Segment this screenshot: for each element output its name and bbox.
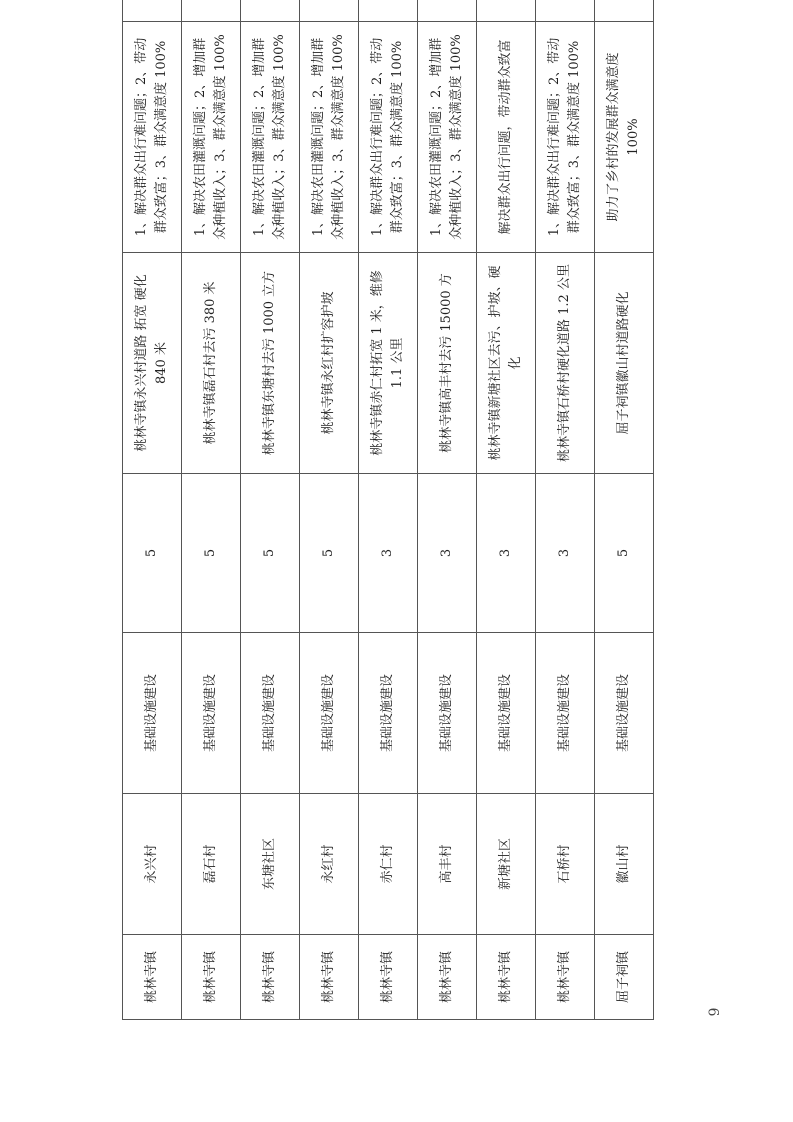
type-cell: 基础设施建设	[536, 633, 595, 794]
count-cell: 5	[182, 474, 241, 633]
project-cell: 桃林寺镇东塘村去污 1000 立方	[241, 253, 300, 474]
table-row	[182, 0, 241, 1020]
village-cell: 徽山村	[595, 794, 654, 935]
extra-cell	[595, 0, 654, 22]
count-cell: 5	[595, 474, 654, 633]
town-cell: 桃林寺镇	[300, 935, 359, 1020]
table-row	[300, 0, 359, 1020]
table-row	[359, 0, 418, 1020]
effect-cell: 1、解决农田灌溉问题；2、增加群众种植收入；3、群众满意度 100%	[241, 22, 300, 253]
town-cell: 桃林寺镇	[418, 935, 477, 1020]
extra-cell	[536, 0, 595, 22]
count-cell: 5	[123, 474, 182, 633]
village-cell: 高丰村	[418, 794, 477, 935]
town-cell: 桃林寺镇	[359, 935, 418, 1020]
extra-cell	[359, 0, 418, 22]
type-cell: 基础设施建设	[595, 633, 654, 794]
village-cell: 赤仁村	[359, 794, 418, 935]
type-cell: 基础设施建设	[359, 633, 418, 794]
effect-cell: 助力了乡村的发展群众满意度 100%	[595, 22, 654, 253]
extra-cell	[241, 0, 300, 22]
effect-cell: 1、解决农田灌溉问题；2、增加群众种植收入；3、群众满意度 100%	[418, 22, 477, 253]
project-cell: 桃林寺镇永红村扩容护坡	[300, 253, 359, 474]
project-cell: 桃林寺镇高丰村去污 15000 方	[418, 253, 477, 474]
type-cell: 基础设施建设	[123, 633, 182, 794]
town-cell: 桃林寺镇	[477, 935, 536, 1020]
project-cell: 桃林寺镇永兴村道路 拓宽 硬化 840 米	[123, 253, 182, 474]
extra-cell	[477, 0, 536, 22]
project-table-body	[123, 0, 654, 1020]
table-row	[241, 0, 300, 1020]
project-cell: 桃林寺镇赤仁村拓宽 1 米，维修 1.1 公里	[359, 253, 418, 474]
table-row	[418, 0, 477, 1020]
type-cell: 基础设施建设	[300, 633, 359, 794]
count-cell: 3	[359, 474, 418, 633]
type-cell: 基础设施建设	[182, 633, 241, 794]
extra-cell	[418, 0, 477, 22]
town-cell: 桃林寺镇	[182, 935, 241, 1020]
project-cell: 桃林寺镇石桥村硬化道路 1.2 公里	[536, 253, 595, 474]
project-cell: 桃林寺镇新塘社区去污、护坡、硬化	[477, 253, 536, 474]
type-cell: 基础设施建设	[418, 633, 477, 794]
village-cell: 磊石村	[182, 794, 241, 935]
extra-cell	[182, 0, 241, 22]
type-cell: 基础设施建设	[241, 633, 300, 794]
project-cell: 屈子祠镇徽山村道路硬化	[595, 253, 654, 474]
project-table	[122, 0, 654, 1020]
effect-cell: 1、解决农田灌溉问题；2、增加群众种植收入；3、群众满意度 100%	[182, 22, 241, 253]
village-cell: 东塘社区	[241, 794, 300, 935]
table-row	[123, 0, 182, 1020]
village-cell: 永红村	[300, 794, 359, 935]
town-cell: 桃林寺镇	[241, 935, 300, 1020]
table-rotation-frame	[122, 34, 654, 1020]
count-cell: 5	[300, 474, 359, 633]
effect-cell: 1、解决群众出行难问题；2、带动群众致富；3、群众满意度 100%	[536, 22, 595, 253]
count-cell: 3	[418, 474, 477, 633]
town-cell: 桃林寺镇	[123, 935, 182, 1020]
rotated-table-container	[122, 34, 654, 1020]
extra-cell	[123, 0, 182, 22]
project-cell: 桃林寺镇磊石村去污 380 米	[182, 253, 241, 474]
count-cell: 5	[241, 474, 300, 633]
effect-cell: 1、解决农田灌溉问题；2、增加群众种植收入；3、群众满意度 100%	[300, 22, 359, 253]
page-number: 6	[704, 1007, 721, 1017]
table-row	[595, 0, 654, 1020]
table-row	[477, 0, 536, 1020]
effect-cell: 1、解决群众出行难问题；2、带动群众致富；3、群众满意度 100%	[359, 22, 418, 253]
village-cell: 永兴村	[123, 794, 182, 935]
village-cell: 新塘社区	[477, 794, 536, 935]
village-cell: 石桥村	[536, 794, 595, 935]
town-cell: 桃林寺镇	[536, 935, 595, 1020]
effect-cell: 1、解决群众出行难问题；2、带动群众致富；3、群众满意度 100%	[123, 22, 182, 253]
extra-cell	[300, 0, 359, 22]
town-cell: 屈子祠镇	[595, 935, 654, 1020]
effect-cell: 解决群众出行问题，带动群众致富	[477, 22, 536, 253]
count-cell: 3	[477, 474, 536, 633]
type-cell: 基础设施建设	[477, 633, 536, 794]
table-row	[536, 0, 595, 1020]
count-cell: 3	[536, 474, 595, 633]
